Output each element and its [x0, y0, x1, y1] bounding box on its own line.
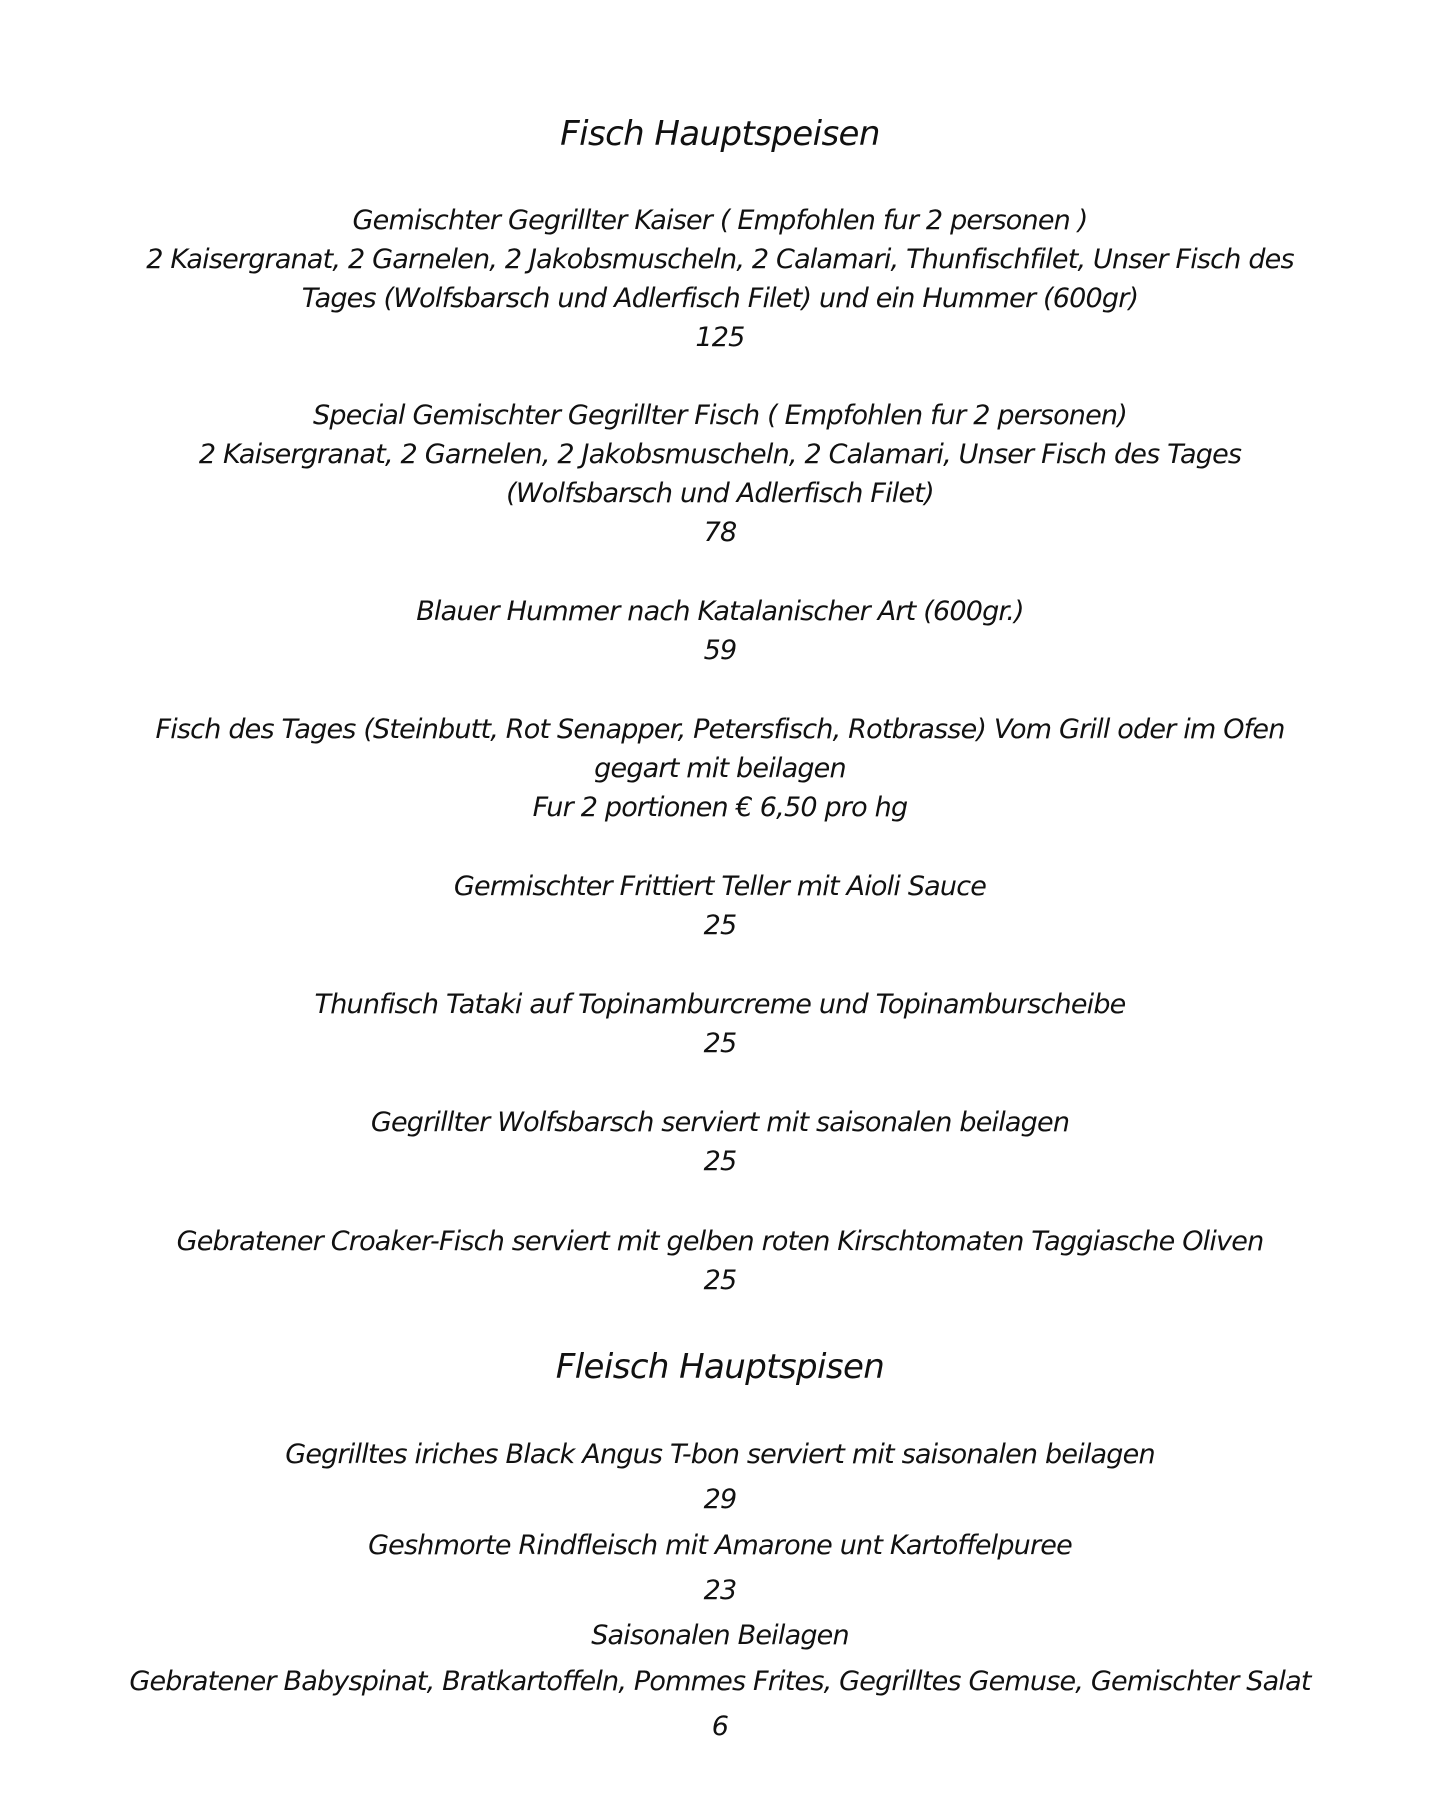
item-price: 125: [695, 322, 745, 353]
section-title-fleisch: Fleisch Hauptspisen: [555, 1347, 885, 1387]
item-price: 23: [703, 1575, 737, 1606]
item-price: Fur 2 portionen € 6,50 pro hg: [532, 792, 908, 823]
item-description-line: 2 Kaisergranat, 2 Garnelen, 2 Jakobsmuscheln, 2 Calamari, Thunfischfilet, Unser Fisch des: [146, 244, 1294, 275]
item-name-t-bone: Gegrilltes iriches Black Angus T-bon serviert mit saisonalen beilagen: [285, 1439, 1155, 1470]
item-name-gemischter-kaiser: Gemischter Gegrillter Kaiser ( Empfohlen fur 2 personen ): [352, 205, 1088, 236]
section-title-fisch: Fisch Hauptspeisen: [560, 114, 880, 154]
item-price: 6: [711, 1711, 729, 1742]
item-description-line: Gebratener Babyspinat, Bratkartoffeln, Pommes Frites, Gegrilltes Gemuse, Gemischter Salat: [129, 1666, 1311, 1697]
item-description-line: (Wolfsbarsch und Adlerfisch Filet): [506, 478, 934, 509]
item-name-fisch-des-tages-cont: gegart mit beilagen: [594, 753, 846, 784]
item-name-fisch-des-tages: Fisch des Tages (Steinbutt, Rot Senapper, Petersfisch, Rotbrasse) Vom Grill oder im Ofen: [155, 714, 1285, 745]
item-price: 59: [703, 635, 737, 666]
item-price: 78: [703, 517, 737, 548]
item-name-beilagen: Saisonalen Beilagen: [591, 1620, 849, 1651]
item-name-thunfisch-tataki: Thunfisch Tataki auf Topinamburcreme und Topinamburscheibe: [314, 989, 1126, 1020]
item-description-line: Tages (Wolfsbarsch und Adlerfisch Filet) und ein Hummer (600gr): [301, 283, 1139, 314]
item-name-frittiert-teller: Germischter Frittiert Teller mit Aioli Sauce: [453, 871, 987, 902]
item-price: 25: [703, 1146, 737, 1177]
item-name-special-gemischter: Special Gemischter Gegrillter Fisch ( Empfohlen fur 2 personen): [313, 400, 1127, 431]
item-name-rindfleisch: Geshmorte Rindfleisch mit Amarone unt Kartoffelpuree: [368, 1530, 1072, 1561]
item-description-line: 2 Kaisergranat, 2 Garnelen, 2 Jakobsmuscheln, 2 Calamari, Unser Fisch des Tages: [198, 439, 1242, 470]
item-price: 29: [703, 1484, 737, 1515]
item-price: 25: [703, 910, 737, 941]
item-price: 25: [703, 1265, 737, 1296]
item-name-blauer-hummer: Blauer Hummer nach Katalanischer Art (600gr.): [416, 596, 1024, 627]
item-name-wolfsbarsch: Gegrillter Wolfsbarsch serviert mit saisonalen beilagen: [370, 1107, 1070, 1138]
item-price: 25: [703, 1028, 737, 1059]
item-name-croaker-fisch: Gebratener Croaker-Fisch serviert mit gelben roten Kirschtomaten Taggiasche Oliven: [176, 1226, 1264, 1257]
